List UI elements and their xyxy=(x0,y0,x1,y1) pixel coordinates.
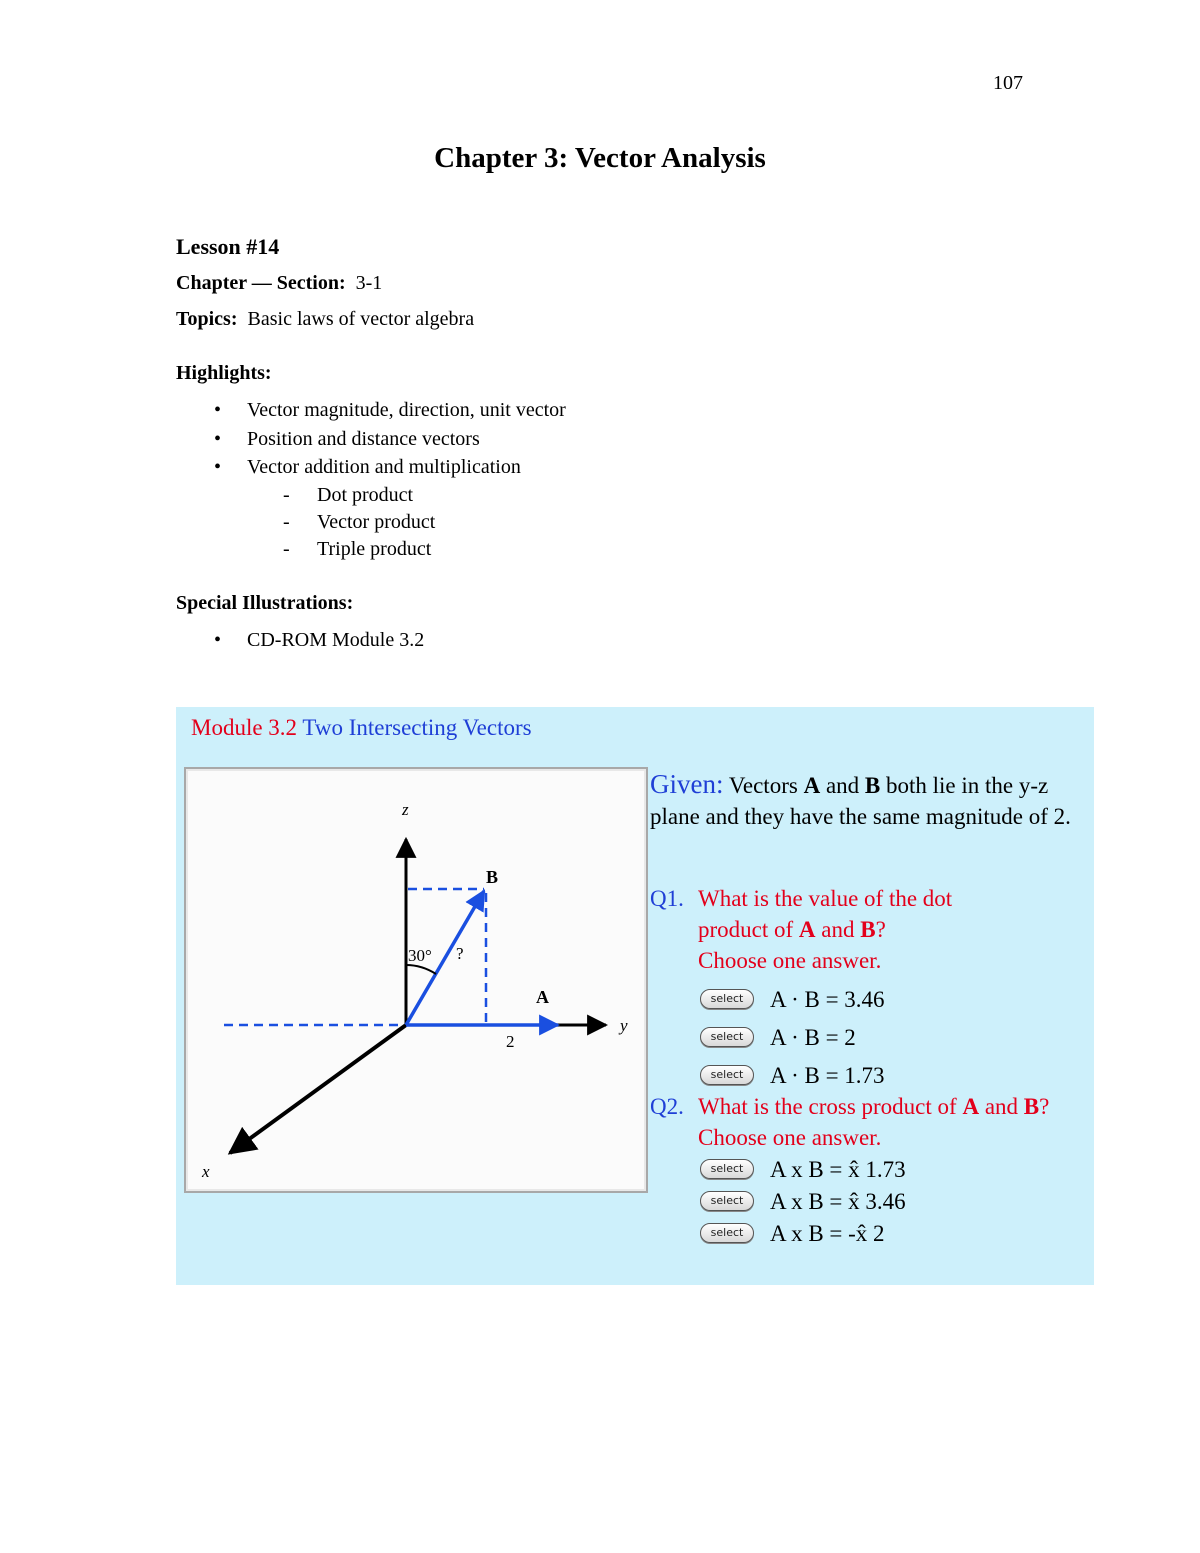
q1-answer-2 xyxy=(700,1018,1094,1056)
q1-text: What is the value of the dot product of A and B? xyxy=(698,886,953,942)
q1-answer-3 xyxy=(700,1056,1094,1094)
axis-y-label: y xyxy=(620,1016,628,1035)
q1-answer-1 xyxy=(700,980,1094,1018)
given-text: Given: Vectors A and B both lie in the y-z plane and they have the same magnitude of 2. xyxy=(650,769,1071,829)
x-axis xyxy=(230,1025,406,1153)
highlights-list xyxy=(176,396,566,482)
sublist-item: - Vector product xyxy=(283,511,436,533)
module-title xyxy=(191,715,532,741)
highlights-sublist xyxy=(283,482,435,563)
given-label: Given: xyxy=(650,769,724,799)
q2-answer-2-text: A x B = x̂ 3.46 xyxy=(770,1188,906,1214)
q1-instruction: Choose one answer. xyxy=(698,948,882,973)
page-number: 107 xyxy=(993,72,1023,94)
select-button[interactable]: select xyxy=(700,1159,754,1179)
page-title: Chapter 3: Vector Analysis xyxy=(434,142,766,174)
unknown-label: ? xyxy=(456,944,464,963)
module-panel xyxy=(176,707,1094,1285)
label-B: B xyxy=(486,867,499,887)
list-item: • Vector addition and multiplication xyxy=(214,456,521,478)
angle-label: 30° xyxy=(408,946,432,965)
angle-arc xyxy=(406,965,436,974)
list-item: • Position and distance vectors xyxy=(214,427,480,450)
select-button[interactable]: select xyxy=(700,1223,754,1243)
select-button[interactable]: select xyxy=(700,989,754,1009)
axis-x-label: x xyxy=(202,1162,210,1181)
q2-answer-1 xyxy=(700,1153,1094,1185)
special-list xyxy=(176,626,424,655)
list-item: • CD-ROM Module 3.2 xyxy=(214,629,425,651)
sublist-item: - Triple product xyxy=(283,538,432,560)
special-illustrations-heading: Special Illustrations: xyxy=(176,592,354,614)
module-number: Module 3.2 xyxy=(191,715,298,740)
q1-answer-2-text: A · B = 2 xyxy=(770,1024,856,1050)
select-button[interactable]: select xyxy=(700,1065,754,1085)
lesson-heading: Lesson #14 xyxy=(176,234,280,259)
q2-answer-1-text: A x B = x̂ 1.73 xyxy=(770,1156,906,1182)
chapter-section-value: 3-1 xyxy=(355,272,383,294)
q2-number: Q2. xyxy=(650,1094,684,1119)
topics-value: Basic laws of vector algebra xyxy=(247,308,475,330)
label-A: A xyxy=(536,987,549,1007)
select-button[interactable]: select xyxy=(700,1191,754,1211)
q2-answer-3 xyxy=(700,1217,1094,1249)
q1-answer-3-text: A · B = 1.73 xyxy=(770,1062,885,1088)
vector-figure xyxy=(184,767,648,1193)
axis-z-label: z xyxy=(402,800,409,819)
question-2 xyxy=(650,1091,1094,1249)
q1-answer-1-text: A · B = 3.46 xyxy=(770,986,885,1012)
chapter-section-label: Chapter — Section: xyxy=(176,272,346,294)
length-A-label: 2 xyxy=(506,1032,515,1051)
q2-instruction: Choose one answer. xyxy=(698,1125,882,1150)
q2-answer-2 xyxy=(700,1185,1094,1217)
topics-label: Topics: xyxy=(176,308,238,330)
sublist-item: - Dot product xyxy=(283,484,414,506)
module-name: Two Intersecting Vectors xyxy=(302,715,532,740)
q2-answer-3-text: A x B = -x̂ 2 xyxy=(770,1220,885,1246)
q1-number: Q1. xyxy=(650,886,684,911)
highlights-heading: Highlights: xyxy=(176,362,272,384)
chapter-section-line xyxy=(176,272,382,295)
question-1 xyxy=(650,883,1094,1094)
q2-text: What is the cross product of A and B? xyxy=(698,1094,1050,1119)
list-item: • Vector magnitude, direction, unit vector xyxy=(214,399,566,421)
select-button[interactable]: select xyxy=(700,1027,754,1047)
topics-line xyxy=(176,308,474,331)
vector-diagram xyxy=(186,769,646,1191)
